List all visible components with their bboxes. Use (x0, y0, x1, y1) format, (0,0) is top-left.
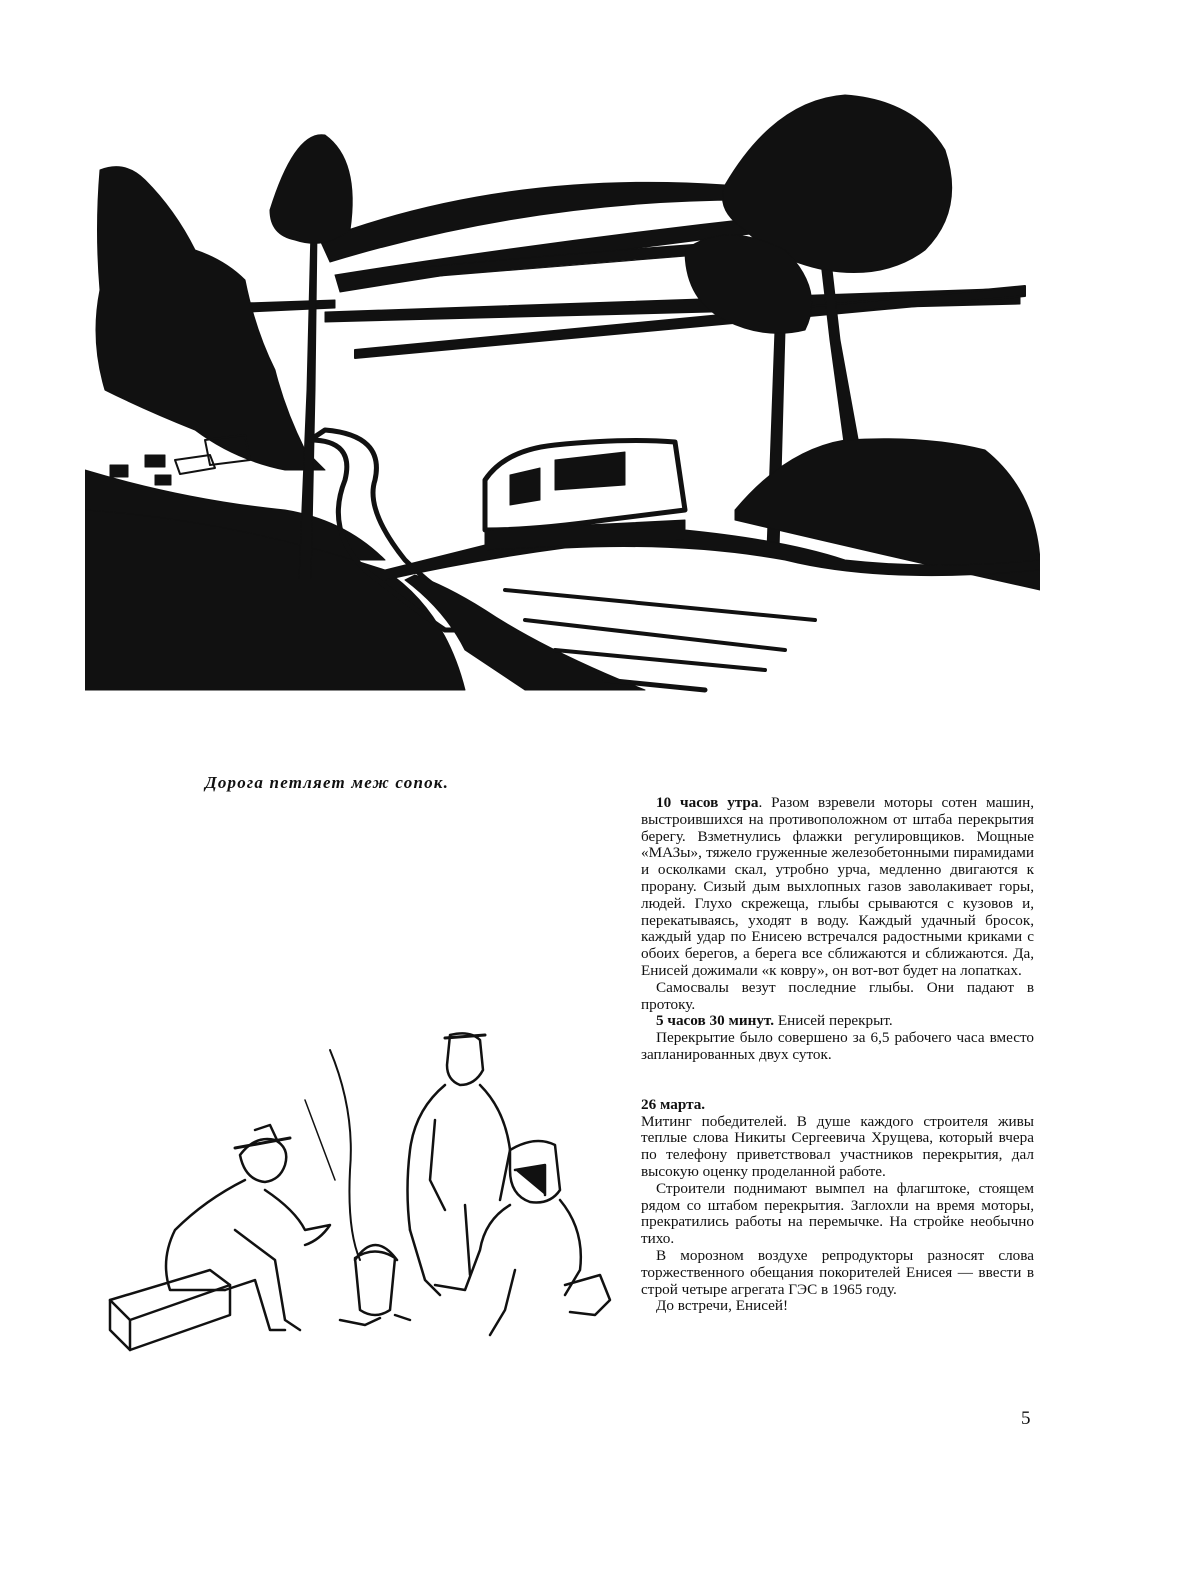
date-heading (641, 1097, 1034, 1114)
time-heading: 10 часов утра (656, 794, 759, 811)
time-heading: 5 часов 30 минут. (656, 1012, 775, 1030)
page-number: 5 (1021, 1408, 1031, 1429)
workers-resting-illustration (105, 1030, 625, 1375)
landscape-illustration (85, 90, 1040, 715)
paragraph: Самосвалы везут последние глыбы. Они падают в протоку. (641, 978, 1034, 1013)
section-gap (641, 1064, 1034, 1097)
paragraph: До встречи, Енисей! (656, 1297, 789, 1315)
paragraph: В морозном воздухе репродукторы разносят слова торжественного обещания покорителей Енисея — ввести в строй четыре агрегата ГЭС в 1965 году. (641, 1246, 1034, 1298)
paragraph-text: . Разом взревели моторы сотен машин, выстроившихся на противоположном от штаба перекрытия берегу. Взметнулись флажки регулировщиков. Мощные «МАЗы», тяжело груженные железобетонными пирамидами и осколками скал, утробно урча, медленно двигаются к прорану. Сизый дым выхлопных газов заволакивает горы, людей. Глухо скрежеща, глыбы срываются с кузовов и, перекатываясь, уходят в воду. Каждый удачный бросок, каждый удар по Енисею встречался радостными криками с обоих берегов, а берега все сближаются и сближаются. Да, Енисей дожимали «к ковру», он вот-вот будет на лопатках. (641, 794, 1034, 979)
paragraph-text: Енисей перекрыт. (774, 1012, 893, 1030)
paragraph: Митинг победителей. В душе каждого строителя живы теплые слова Никиты Сергеевича Хрущева, который вчера по телефону приветствовал участников перекрытия, дал высокую оценку проделанной работе. (641, 1112, 1034, 1180)
date-heading-text: 26 марта. (641, 1095, 706, 1113)
illustration-caption: Дорога петляет меж сопок. (205, 773, 450, 792)
paragraph (641, 1013, 1034, 1030)
article-text (641, 795, 1034, 1315)
paragraph: Строители поднимают вымпел на флагштоке, стоящем рядом со штабом перекрытия. Заглохли на время моторы, прекратились работы на перемычке. На стройке необычно тихо. (641, 1179, 1034, 1248)
paragraph: Перекрытие было совершено за 6,5 рабочего часа вместо запланированных двух суток. (641, 1029, 1034, 1063)
paragraph (641, 795, 1034, 980)
